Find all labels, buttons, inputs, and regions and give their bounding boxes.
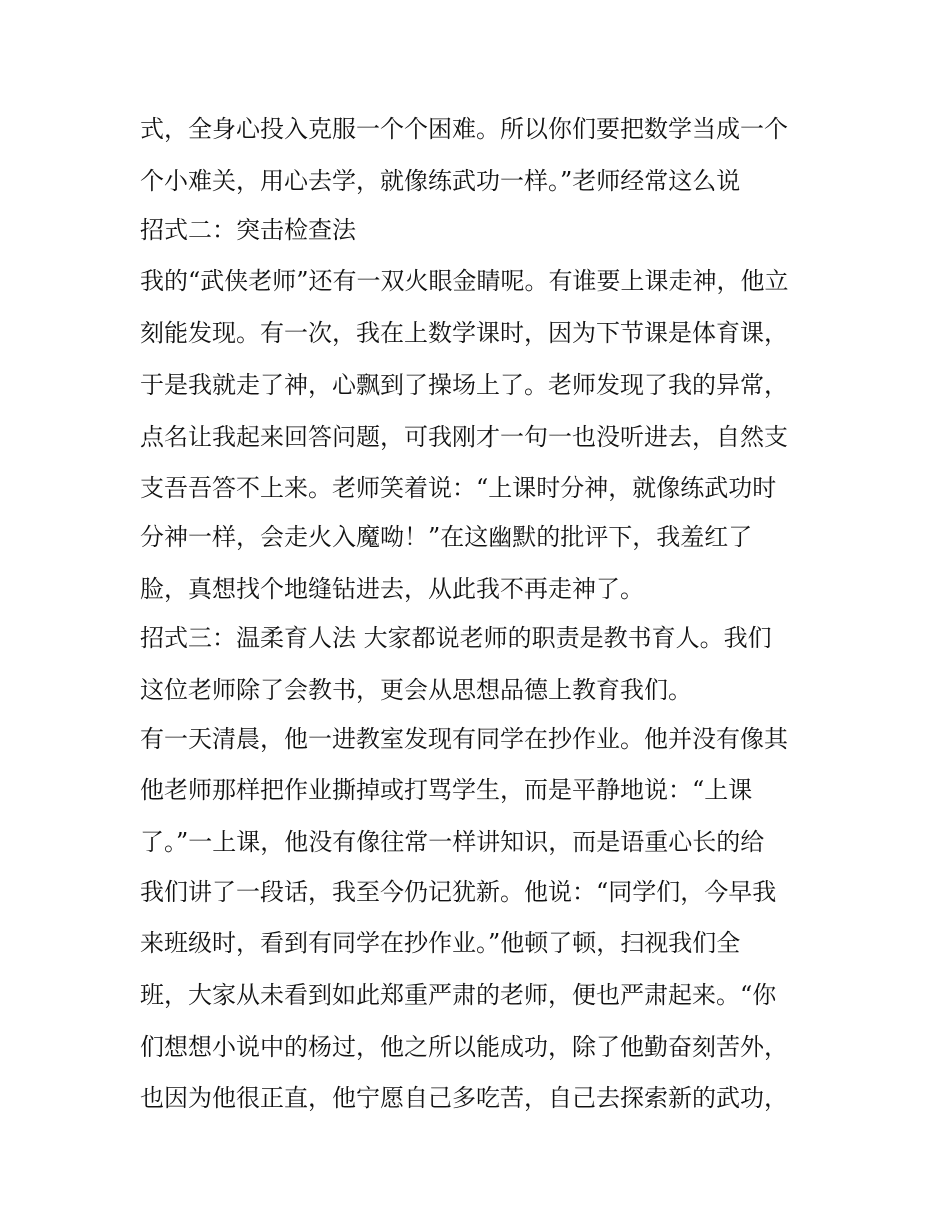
text-line: 个小难关，用心去学，就像练武功一样。”老师经常这么说	[140, 167, 741, 195]
text-line: 支吾吾答不上来。老师笑着说：“上课时分神，就像练武功时	[140, 474, 777, 502]
text-line: 也因为他很正直，他宁愿自己多吃苦，自己去探索新的武功，	[140, 1084, 788, 1112]
text-line: 点名让我起来回答问题，可我刚才一句一也没听进去，自然支	[140, 423, 788, 451]
text-line: 式，全身心投入克服一个个困难。所以你们要把数学当成一个	[140, 115, 788, 143]
text-line: 脸，真想找个地缝钻进去，从此我不再走神了。	[140, 575, 644, 603]
text-line: 班，大家从未看到如此郑重严肃的老师，便也严肃起来。“你	[140, 981, 777, 1009]
text-line: 他老师那样把作业撕掉或打骂学生，而是平静地说：“上课	[140, 776, 753, 804]
text-line: 了。”一上课，他没有像往常一样讲知识，而是语重心长的给	[140, 828, 765, 856]
text-line: 我们讲了一段话，我至今仍记犹新。他说：“同学们，今早我	[140, 878, 777, 906]
text-line: 这位老师除了会教书，更会从思想品德上教育我们。	[140, 676, 692, 704]
text-line: 有一天清晨，他一进教室发现有同学在抄作业。他并没有像其	[140, 725, 788, 753]
section-heading: 招式二：突击检查法	[140, 216, 356, 244]
text-line: 于是我就走了神，心飘到了操场上了。老师发现了我的异常，	[140, 371, 788, 399]
text-line: 我的“武侠老师”还有一双火眼金睛呢。有谁要上课走神，他立	[140, 267, 789, 295]
text-line: 分神一样，会走火入魔呦！”在这幽默的批评下，我羞红了	[140, 523, 753, 551]
text-line: 刻能发现。有一次，我在上数学课时，因为下节课是体育课，	[140, 319, 788, 347]
text-line: 来班级时，看到有同学在抄作业。”他顿了顿，扫视我们全	[140, 929, 741, 957]
text-line: 们想想小说中的杨过，他之所以能成功，除了他勤奋刻苦外，	[140, 1033, 788, 1061]
section-heading: 招式三：温柔育人法 大家都说老师的职责是教书育人。我们	[140, 624, 772, 652]
